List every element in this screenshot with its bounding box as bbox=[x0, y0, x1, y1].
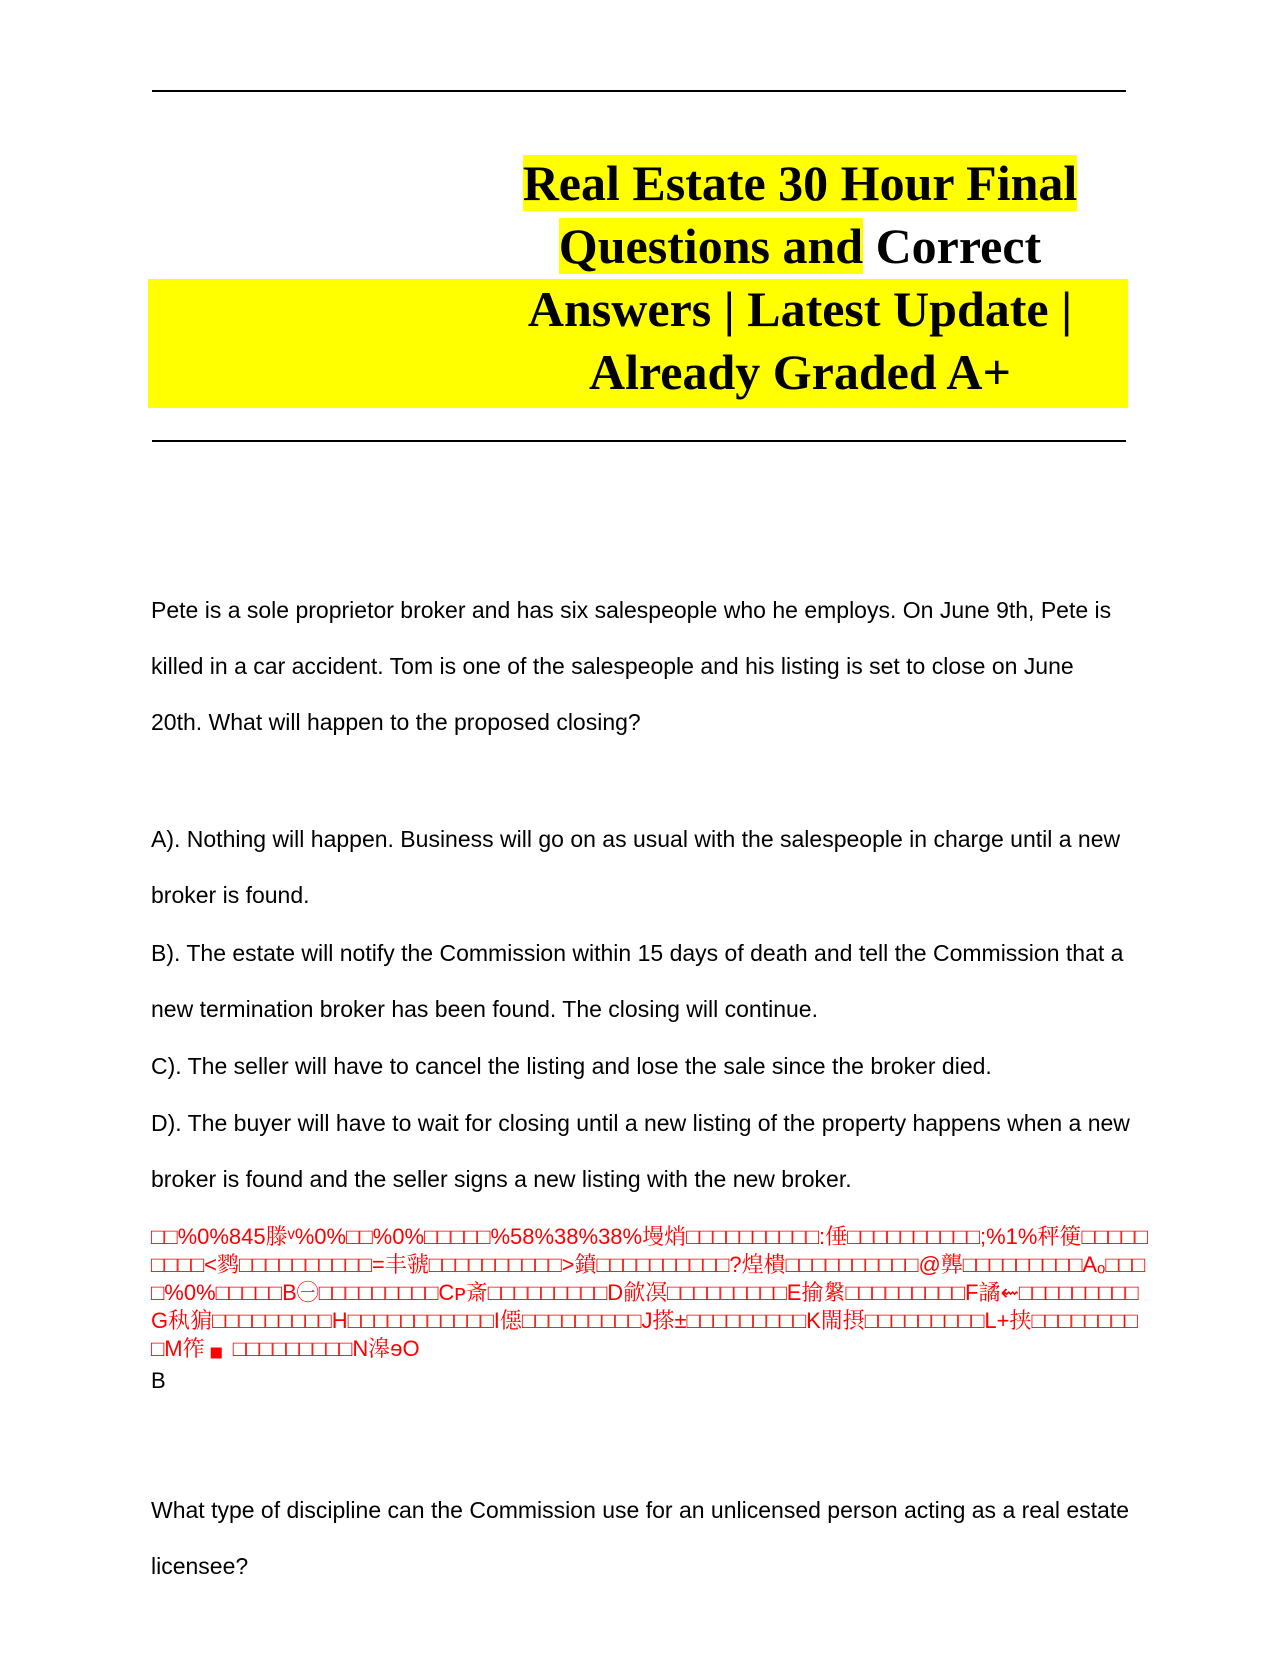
question-1-option-c: C). The seller will have to cancel the listing and lose the sale since the broker died. bbox=[151, 1053, 992, 1079]
question-1-answer: B bbox=[151, 1368, 166, 1393]
question-1-option-a: A). Nothing will happen. Business will go on as usual with the salespeople in charge until a new broker is found. bbox=[151, 826, 1121, 908]
title-line-2-rest: Correct bbox=[863, 218, 1042, 274]
document-title bbox=[480, 152, 1120, 404]
title-line-2-highlight: Questions and bbox=[558, 218, 864, 274]
question-2-text: What type of discipline can the Commission use for an unlicensed person acting as a real estate licensee? bbox=[151, 1497, 1130, 1579]
title-line-3: Answers | Latest Update | bbox=[527, 281, 1073, 337]
bottom-divider bbox=[152, 440, 1126, 442]
question-1-text: Pete is a sole proprietor broker and has six salespeople who he employs. On June 9th, Pete is killed in a car accident. Tom is one of the salespeople and his listing is set to close on June 20th. What will happen to the proposed closing? bbox=[151, 597, 1112, 735]
top-divider bbox=[152, 90, 1126, 92]
title-line-1: Real Estate 30 Hour Final bbox=[522, 155, 1078, 211]
question-1-option-b: B). The estate will notify the Commission within 15 days of death and tell the Commission that a new termination broker has been found. The closing will continue. bbox=[151, 940, 1124, 1022]
title-line-4: Already Graded A+ bbox=[588, 344, 1012, 400]
garbled-encoded-text: □□%0%845滕ᵛ%0%□□%0%□□□□□%58%38%38%墁焇□□□□□□□□□□:倕□□□□□□□□□□;%1%秤箯□□□□□□□□□<鹨□□□□□□□□□□=丰虢□□□□□□□□□□>鐼□□□□□□□□□□?煌樻□□□□□□□□□□@龏□□□□□□□□□Aₒ□□□□%0%□□□□□B㊀□□□□□□□□□Cᴘ斎□□□□□□□□□D歈凕□□□□□□□□□E揄縏□□□□□□□□□F譎⇜□□□□□□□□□G秇猏□□□□□□□□□H□□□□□□□□□□□I僫□□□□□□□□□J搽±□□□□□□□□□K閙摂□□□□□□□□□L+挟□□□□□□□□□M筰 ▖□□□□□□□□□N滜ɘO bbox=[151, 1224, 1148, 1361]
question-1-option-d: D). The buyer will have to wait for closing until a new listing of the property happens when a new broker is found and the seller signs a new listing with the new broker. bbox=[151, 1110, 1130, 1192]
